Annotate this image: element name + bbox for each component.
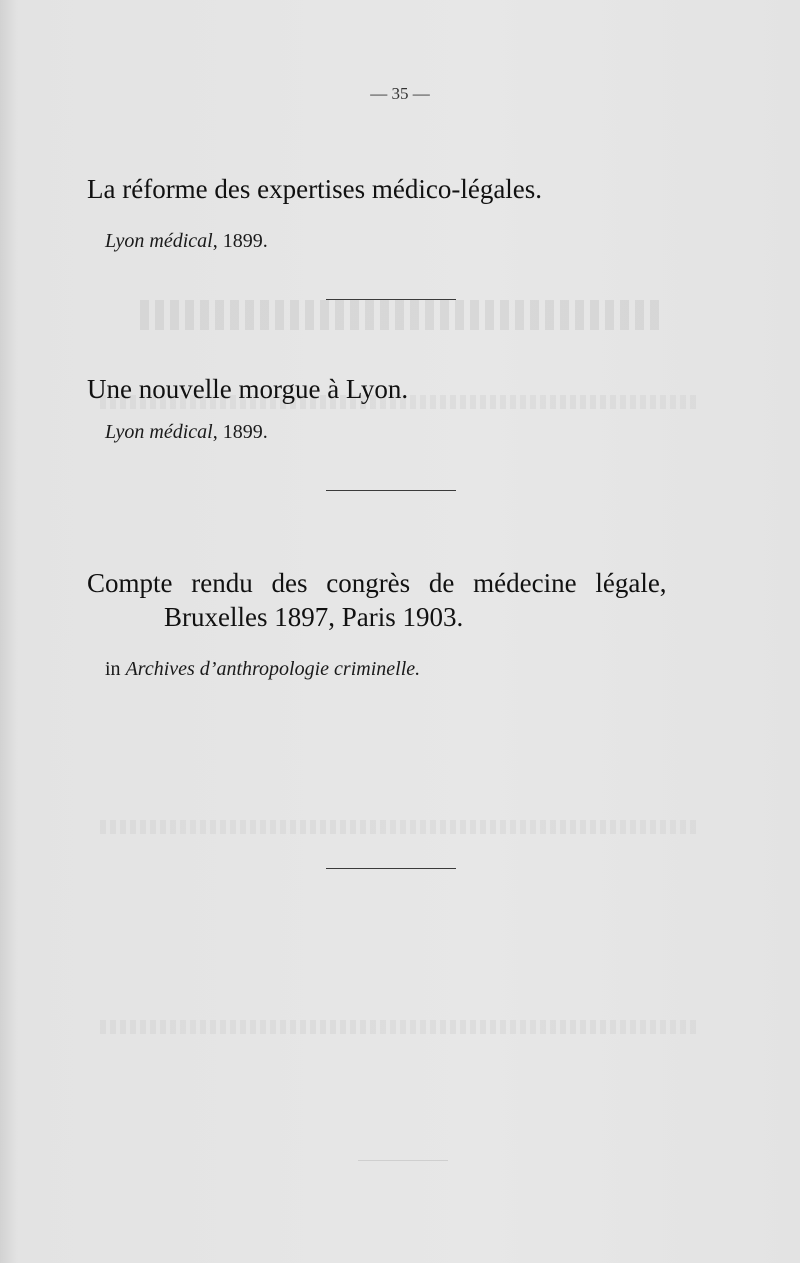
journal-name: Lyon médical <box>105 230 213 252</box>
journal-year: , 1899. <box>212 230 268 252</box>
entry-source <box>105 658 420 681</box>
bleed-through-texture <box>140 300 660 330</box>
bleed-through-texture <box>100 820 700 834</box>
source-prefix: in <box>105 658 126 680</box>
entry-source <box>105 230 268 253</box>
journal-name: Lyon médical <box>105 421 213 443</box>
section-divider <box>326 490 456 491</box>
entry-title-line-2: Bruxelles 1897, Paris 1903. <box>164 602 464 632</box>
section-divider <box>326 868 456 869</box>
section-divider <box>326 299 456 300</box>
entry-title: La réforme des expertises médico-légales. <box>87 174 543 204</box>
journal-name: Archives d’anthropologie criminelle. <box>125 658 421 680</box>
bleed-through-rule <box>358 1160 448 1161</box>
bleed-through-texture <box>100 1020 700 1034</box>
entry-title-line-1: Compte rendu des congrès de médecine légale, <box>87 568 667 598</box>
entry-source <box>105 421 268 444</box>
journal-year: , 1899. <box>212 421 268 443</box>
entry-title: Une nouvelle morgue à Lyon. <box>87 374 409 404</box>
page-number: — 35 — <box>370 84 430 103</box>
